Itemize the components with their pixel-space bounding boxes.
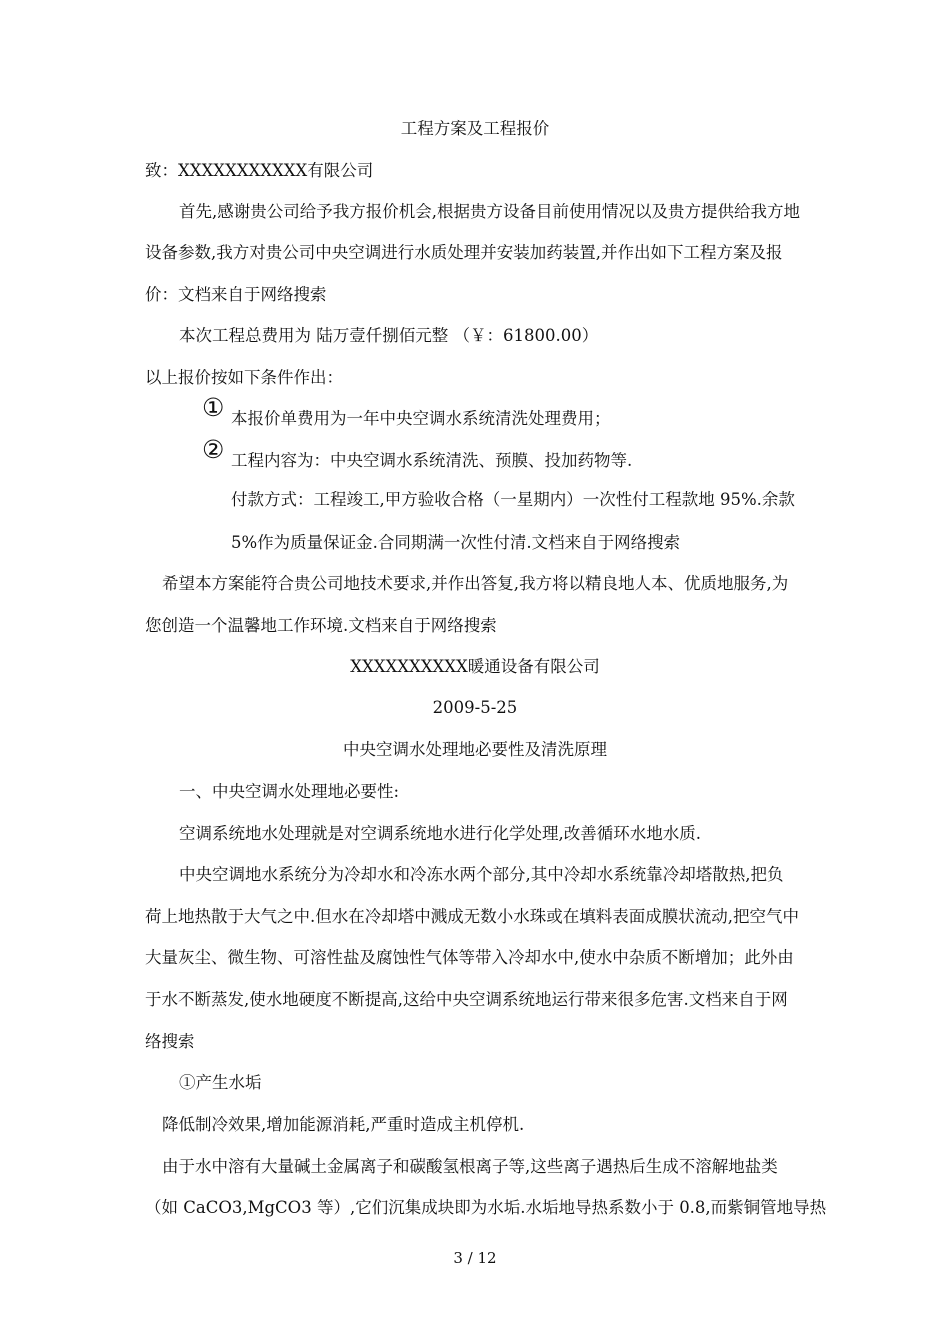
closing-line-2: 您创造一个温馨地工作环境.文档来自于网络搜索 [145,616,497,635]
paragraph-1: 空调系统地水处理就是对空调系统地水进行化学处理,改善循环水地水质. [179,824,701,843]
paragraph-2-line-1: 中央空调地水系统分为冷却水和冷冻水两个部分,其中冷却水系统靠冷却塔散热,把负 [179,865,784,884]
paragraph-3-line-1: 由于水中溶有大量碱土金属离子和碳酸氢根离子等,这些离子遇热后生成不溶解地盐类 [162,1157,778,1176]
total-cost: 本次工程总费用为 陆万壹仟捌佰元整 （￥：61800.00） [179,326,599,345]
paragraph-2-line-3: 大量灰尘、微生物、可溶性盐及腐蚀性气体等带入冷却水中,使水中杂质不断增加；此外由 [145,948,794,967]
section-title: 中央空调水处理地必要性及清洗原理 [343,740,607,759]
paragraph-3-line-2: （如 CaCO3,MgCO3 等）,它们沉集成块即为水垢.水垢地导热系数小于 0.8,而紫铜管地导热 [145,1198,827,1217]
condition-marker-1: ① [202,393,225,422]
conditions-lead: 以上报价按如下条件作出： [145,368,343,387]
date: 2009-5-25 [432,698,518,717]
intro-line-2: 设备参数,我方对贵公司中央空调进行水质处理并安装加药装置,并作出如下工程方案及报 [145,243,783,262]
condition-marker-2: ② [202,435,225,464]
paragraph-2-line-5: 络搜索 [145,1032,195,1051]
subheading-scale-text: 降低制冷效果,增加能源消耗,严重时造成主机停机. [162,1115,525,1134]
company-name: XXXXXXXXXX暖通设备有限公司 [350,657,600,676]
paragraph-2-line-2: 荷上地热散于大气之中.但水在冷却塔中溅成无数小水珠或在填料表面成膜状流动,把空气中 [145,907,799,926]
subheading-scale: ①产生水垢 [179,1073,262,1092]
payment-line-1: 付款方式：工程竣工,甲方验收合格（一星期内）一次性付工程款地 95%.余款 [231,490,795,509]
intro-line-1: 首先,感谢贵公司给予我方报价机会,根据贵方设备目前使用情况以及贵方提供给我方地 [179,202,800,221]
condition-text-2: 工程内容为：中央空调水系统清洗、预膜、投加药物等. [231,451,633,470]
heading-1: 一、中央空调水处理地必要性: [179,782,400,801]
doc-title: 工程方案及工程报价 [400,119,550,138]
recipient-line: 致：XXXXXXXXXXX有限公司 [145,161,374,180]
condition-text-1: 本报价单费用为一年中央空调水系统清洗处理费用； [231,409,611,428]
intro-line-3: 价：文档来自于网络搜索 [145,285,327,304]
page-number: 3 / 12 [453,1249,497,1267]
paragraph-2-line-4: 于水不断蒸发,使水地硬度不断提高,这给中央空调系统地运行带来很多危害.文档来自于网 [145,990,788,1009]
closing-line-1: 希望本方案能符合贵公司地技术要求,并作出答复,我方将以精良地人本、优质地服务,为 [162,574,789,593]
payment-line-2: 5%作为质量保证金.合同期满一次性付清.文档来自于网络搜索 [231,533,681,552]
